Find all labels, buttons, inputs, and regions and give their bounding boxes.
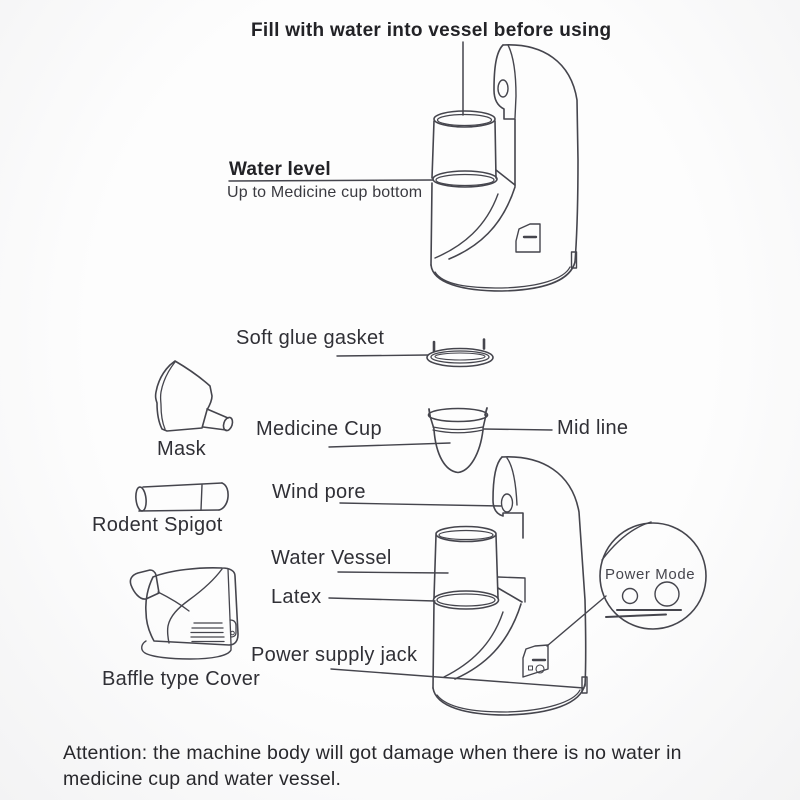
baffle-type-cover-label: Baffle type Cover [102, 668, 261, 690]
water-level-detail-label: Up to Medicine cup bottom [227, 184, 423, 201]
medicine-cup-label: Medicine Cup [256, 418, 382, 440]
latex-leader-line [329, 598, 435, 601]
mid-line-label: Mid line [557, 417, 629, 439]
wind-pore-hole [502, 494, 513, 512]
nebulizer-exploded-view-drawing [329, 457, 587, 715]
mode-button-small [623, 589, 638, 604]
medicine-cup-leader-line [329, 443, 450, 447]
water-vessel-exploded-drawing [434, 527, 498, 599]
vent-lines [191, 623, 224, 642]
power-supply-jack-label: Power supply jack [251, 644, 418, 666]
mode-button-large [655, 582, 679, 606]
rodent-spigot-label: Rodent Spigot [92, 514, 223, 536]
attention-line-2: medicine cup and water vessel. [63, 768, 342, 790]
latex-label: Latex [271, 586, 322, 608]
power-mode-magnifier-drawing [547, 522, 706, 646]
water-vessel-label: Water Vessel [271, 547, 392, 569]
power-mode-switch-panel [523, 645, 548, 677]
power-mode-label: Power Mode [605, 566, 696, 583]
fill-note-label: Fill with water into vessel before using [251, 20, 612, 41]
gasket-leader-line [337, 355, 428, 356]
cup-mid-line [433, 427, 483, 430]
wind-pore-hole-top [498, 80, 508, 97]
magnifier-leader-line [547, 596, 606, 646]
attention-line-1: Attention: the machine body will got damage when there is no water in [63, 742, 682, 764]
mid-line-leader-line [483, 429, 552, 430]
water-vessel-leader-line [338, 572, 448, 573]
mask-label: Mask [157, 438, 206, 460]
latex-ring-drawing [434, 591, 499, 609]
control-panel-top [516, 224, 540, 252]
attention-note [63, 740, 743, 792]
rodent-spigot-drawing [135, 483, 228, 511]
baffle-cover-drawing [130, 568, 238, 659]
soft-glue-gasket-label: Soft glue gasket [236, 327, 385, 349]
water-vessel-top-drawing [432, 111, 497, 187]
wind-pore-label: Wind pore [272, 481, 366, 503]
power-jack-leader-line [331, 669, 584, 688]
mask-drawing [156, 361, 235, 432]
water-level-label: Water level [229, 159, 331, 180]
